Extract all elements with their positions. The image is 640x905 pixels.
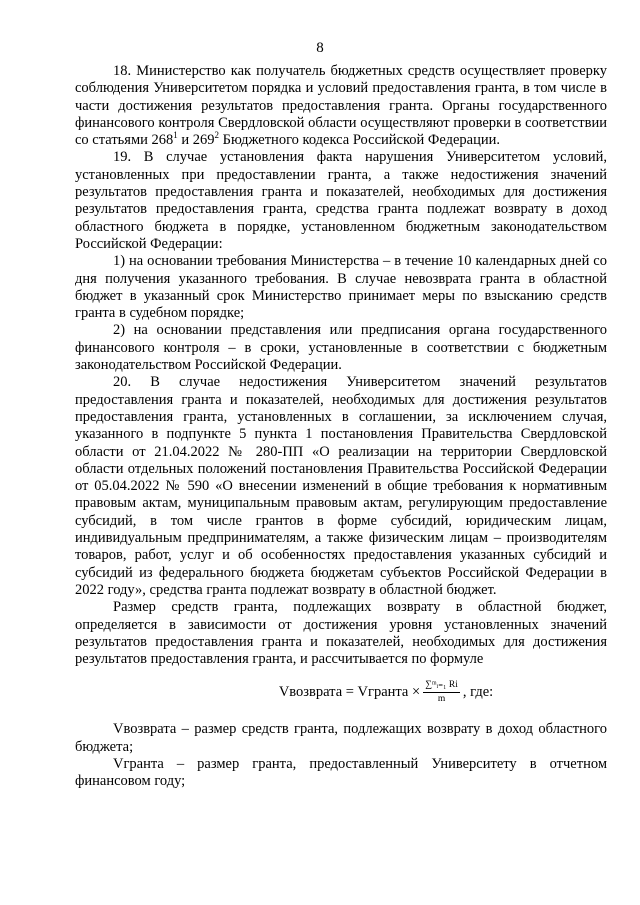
formula-left: Vвозврата = Vгранта × <box>278 684 421 701</box>
definition-vgranta: Vгранта – размер гранта, предоставленный Университету в отчетном финансовом году; <box>75 755 607 790</box>
paragraph-18-text-b: и 269 <box>177 132 215 149</box>
paragraph-18-text-c: Бюджетного кодекса Российской Федерации. <box>219 132 501 149</box>
paragraph-20: 20. В случае недостижения Университетом значений результатов предоставления гранта и показателей, необходимых для достижения результатов предоставления гранта, установленных в соглашении, за исключением случая, указанного в подпункте 5 пункта 1 постановления Правительства Свердловской области от 21.04.2022 № 280-ПП «О реализации на территории Свердловской области отдельных положений постановления Правительства Российской Федерации от 05.04.2022 № 590 «О внесении изменений в общие требования к нормативным правовым актам, муниципальным правовым актам, регулирующим предоставление субсидий, в том числе грантов в форме субсидий, юридическим лицам, индивидуальным предпринимателям, а также физическим лицам – производителям товаров, работ, услуг и об особенностях предоставления указанных субсидий и субсидий из федерального бюджета бюджетам субъектов Российской Федерации в 2022 году», средства гранта подлежат возврату в областной бюджет. <box>75 374 607 598</box>
definition-vvozvrata: Vвозврата – размер средств гранта, подлежащих возврату в доход областного бюджета; <box>75 721 607 755</box>
formula-denominator: m <box>437 694 446 705</box>
paragraph-19-item-2: 2) на основании представления или предписания органа государственного финансового контроля – в сроки, установленные в соответствии с бюджетным законодательством Российской Федерации. <box>75 322 607 374</box>
paragraph-19-item-1: 1) на основании требования Министерства – в течение 10 календарных дней со дня получения указанного требования. В случае невозврата гранта в областной бюджет в указанный срок Министерство принимает меры по взысканию средств гранта в судебном порядке; <box>75 253 607 322</box>
superscript-2: 2 <box>214 130 220 141</box>
formula-numerator: ∑ᵐᵢ₌₁ Ri <box>423 680 460 693</box>
paragraph-19: 19. В случае установления факта нарушения Университетом условий, установленных при предоставлении гранта, а также недостижения значений результатов предоставления гранта и показателей, необходимых для достижения результатов предоставления гранта, средства гранта подлежат возврату в доход областного бюджета в порядке, установленном бюджетным законодательством Российской Федерации: <box>75 149 607 252</box>
paragraph-18 <box>75 63 607 149</box>
page-number: 8 <box>316 40 324 56</box>
refund-formula <box>75 680 607 705</box>
paragraph-18-text-a: 18. Министерство как получатель бюджетных средств осуществляет проверку соблюдения Университетом порядка и условий предоставления гранта, в том числе в части достижения результатов предоставления гранта. Органы государственного финансового контроля Свердловской области осуществляют проверки в соответствии со статьями 268 <box>75 63 607 149</box>
formula-suffix: , где: <box>462 684 494 701</box>
paragraph-refund-size: Размер средств гранта, подлежащих возврату в областной бюджет, определяется в зависимости от достижения уровня установленных значений результатов предоставления гранта и показателей, необходимых для достижения результатов предоставления гранта, и рассчитывается по формуле <box>75 599 607 668</box>
document-body <box>75 63 607 791</box>
superscript-1: 1 <box>173 130 178 141</box>
formula-fraction <box>423 680 460 705</box>
